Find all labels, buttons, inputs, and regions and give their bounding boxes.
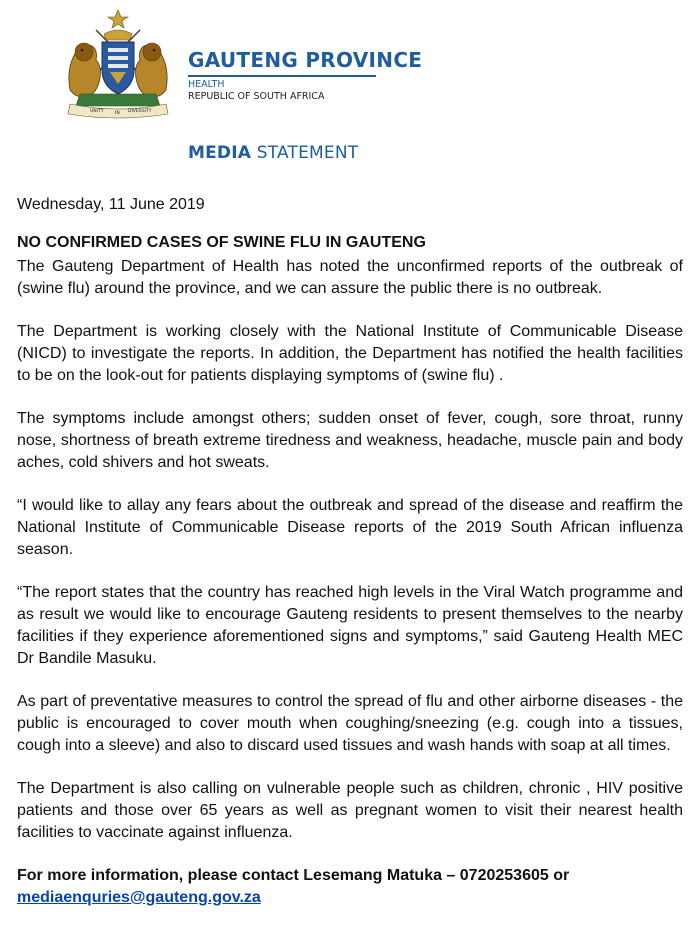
paragraph: As part of preventative measures to control the spread of flu and other airborne diseases - the public is encouraged to cover mouth when coughing/sneezing (e.g. cough into a tissues, cough into a sleeve) and also to discard used tissues and wash hands with soap at all times. <box>17 693 683 754</box>
statement-body <box>17 196 683 909</box>
statement-date: Wednesday, 11 June 2019 <box>17 196 205 213</box>
contact-text: For more information, please contact Lesemang Matuka – 0720253605 or <box>17 867 570 884</box>
document-type-title <box>188 143 358 163</box>
paragraph: The Department is working closely with the National Institute of Communicable Disease (NICD) to investigate the reports. In addition, the Department has notified the health facilities to be on the look-out for patients displaying symptoms of (swine flu) . <box>17 323 683 384</box>
svg-text:IN: IN <box>115 111 120 116</box>
organization-block <box>188 48 422 103</box>
organization-divider <box>188 75 376 77</box>
paragraph: “The report states that the country has reached high levels in the Viral Watch programme and as result we would like to encourage Gauteng residents to present themselves to the nearby facilities if they experience aforementioned signs and symptoms,” said Gauteng Health MEC Dr Bandile Masuku. <box>17 584 683 667</box>
country-name: REPUBLIC OF SOUTH AFRICA <box>188 91 325 102</box>
letterhead <box>60 8 700 128</box>
organization-name: GAUTENG PROVINCE <box>188 48 423 72</box>
coat-of-arms-logo <box>60 8 176 120</box>
paragraph: The symptoms include amongst others; sudden onset of fever, cough, sore throat, runny nose, shortness of breath extreme tiredness and weakness, headache, muscle pain and body aches, cold shivers and hot sweats. <box>17 410 683 471</box>
svg-text:UNITY: UNITY <box>90 109 104 114</box>
paragraph: The Department is also calling on vulnerable people such as children, chronic , HIV positive patients and those over 65 years as well as pregnant women to visit their nearest health facilities to vaccinate against influenza. <box>17 780 683 841</box>
paragraph: “I would like to allay any fears about the outbreak and spread of the disease and reaffirm the National Institute of Communicable Disease reports of the 2019 South African influenza season. <box>17 497 683 558</box>
statement-headline: NO CONFIRMED CASES OF SWINE FLU IN GAUTENG <box>17 234 426 251</box>
contact-email-link[interactable]: mediaenquries@gauteng.gov.za <box>17 889 261 906</box>
document-type-bold: MEDIA <box>188 143 252 163</box>
document-type-rest: STATEMENT <box>251 143 359 163</box>
svg-text:DIVERSITY: DIVERSITY <box>128 109 152 114</box>
paragraph: The Gauteng Department of Health has noted the unconfirmed reports of the outbreak of (swine flu) around the province, and we can assure the public there is no outbreak. <box>17 258 683 297</box>
contact-info <box>17 865 683 909</box>
department-name: HEALTH <box>188 79 225 90</box>
